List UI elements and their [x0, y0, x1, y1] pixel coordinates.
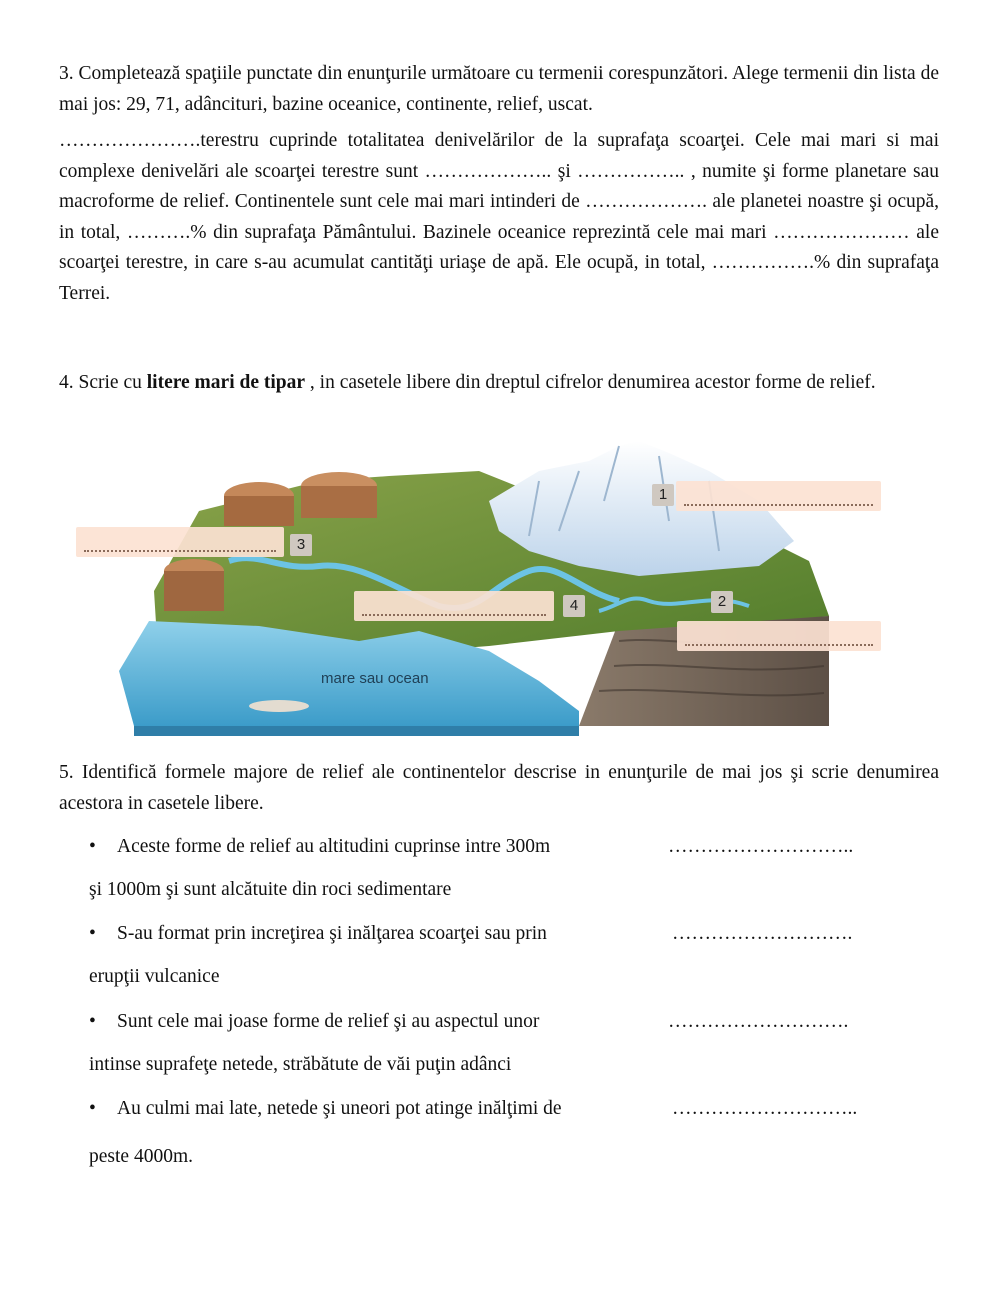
q5-item-4-blank[interactable]: ……………………….. — [672, 1098, 858, 1119]
question-3-intro: 3. Completează spaţiile punctate din enunţurile următoare cu termenii corespunzători. Alege termenii din lista de mai jos: 29, 71, adâncituri, bazine oceanice, continente, relief, uscat. — [59, 63, 939, 115]
sea-label: mare sau ocean — [321, 670, 429, 687]
q5-item-3-line1: Sunt cele mai joase forme de relief şi au aspectul unor — [117, 1011, 540, 1032]
q5-item-2-line1: S-au format prin increţirea şi inălţarea scoarţei sau prin — [117, 923, 547, 944]
q5-item-1-line1: Aceste forme de relief au altitudini cuprinse intre 300m — [117, 836, 551, 857]
q5-item-1-line2: şi 1000m şi sunt alcătuite din roci sedimentare — [89, 879, 452, 900]
bullet-icon: • — [89, 923, 96, 944]
q5-item-2-line2: erupţii vulcanice — [89, 966, 220, 987]
question-3-text: ………………….terestru cuprinde totalitatea denivelărilor de la suprafaţa scoarţei. Cele mai mari si mai complexe denivelări ale scoarţei terestre sunt ……………….. şi …………….. , numite şi forme planetare sau macroforme de relief. Continentele sunt cele mai mari intinderi de ………………. ale planetei noastre şi ocupă, in total, ……….% din suprafaţa Pământului. Bazinele oceanice reprezintă cele mai mari ………………… ale scoarţei terestre, in care s-au acumulat cantităţi uriaşe de apă. Ele ocupă, in total, …………….% din suprafaţa Terrei. — [59, 130, 939, 304]
number-badge-1: 1 — [652, 484, 674, 506]
question-4 — [59, 368, 939, 399]
q5-item-4-line2: peste 4000m. — [89, 1146, 193, 1167]
q5-item-3-blank[interactable]: ………………………. — [668, 1011, 849, 1032]
relief-figure — [59, 441, 891, 741]
q5-item-1-blank[interactable]: ……………………….. — [668, 836, 854, 857]
q5-item-3-line2: intinse suprafeţe netede, străbătute de văi puţin adânci — [89, 1054, 512, 1075]
answer-box-3[interactable] — [76, 527, 284, 557]
bullet-icon: • — [89, 1011, 96, 1032]
question-4-prefix: 4. Scrie cu — [59, 372, 147, 393]
number-badge-3: 3 — [290, 534, 312, 556]
question-4-suffix: , in casetele libere din dreptul cifrelor denumirea acestor forme de relief. — [305, 372, 876, 393]
number-badge-2: 2 — [711, 591, 733, 613]
answer-box-4[interactable] — [354, 591, 554, 621]
answer-box-2[interactable] — [677, 621, 881, 651]
q5-item-4-line1: Au culmi mai late, netede şi uneori pot atinge inălţimi de — [117, 1098, 562, 1119]
question-3 — [59, 59, 939, 309]
bullet-icon: • — [89, 836, 96, 857]
number-badge-4: 4 — [563, 595, 585, 617]
answer-box-1[interactable] — [676, 481, 881, 511]
question-4-bold: litere mari de tipar — [146, 372, 306, 393]
bullet-icon: • — [89, 1098, 96, 1119]
q5-item-2-blank[interactable]: ………………………. — [672, 923, 853, 944]
question-5-intro: 5. Identifică formele majore de relief ale continentelor descrise in enunţurile de mai jos şi scrie denumirea acestora in casetele libere. — [59, 762, 939, 814]
